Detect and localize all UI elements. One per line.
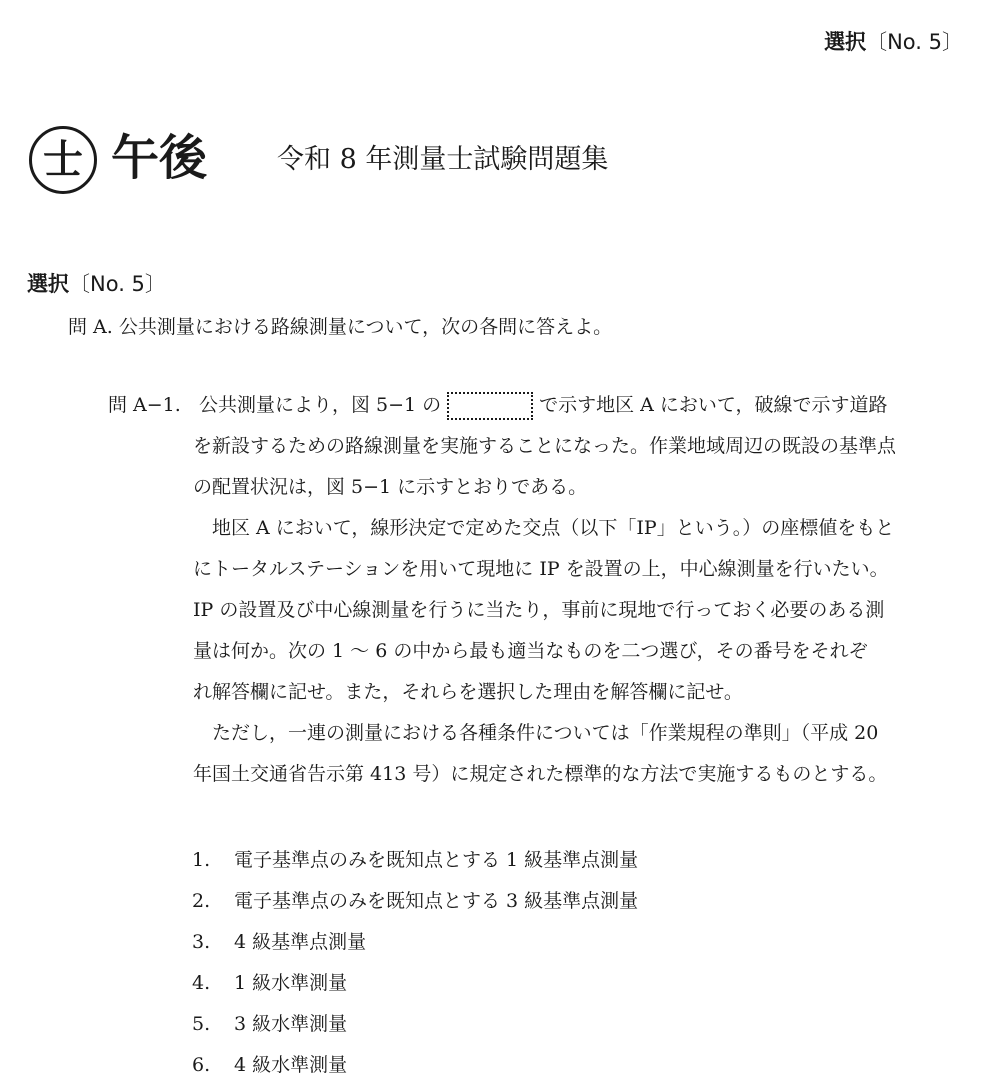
question-a1-line: を新設するための路線測量を実施することになった。作業地域周辺の既設の基準点	[193, 435, 897, 457]
choice-number: 4.	[192, 972, 211, 994]
section-selection-label	[27, 268, 166, 298]
question-a: 問 A. 公共測量における路線測量について，次の各問に答えよ。	[68, 316, 613, 338]
choice-text: 4 級水準測量	[234, 1054, 348, 1076]
question-a1-line: IP の設置及び中心線測量を行うに当たり，事前に現地で行っておく必要のある測	[193, 599, 885, 621]
question-a1-text: で示す地区 A において，破線で示す道路	[539, 394, 888, 416]
choice-item	[192, 886, 638, 927]
choice-item	[192, 845, 638, 886]
choice-text: 1 級水準測量	[234, 972, 348, 994]
selection-number: 〔No. 5〕	[866, 30, 963, 54]
choice-list	[192, 845, 638, 1091]
question-a1-label: 問 A−1.	[108, 394, 181, 416]
question-a1-line: 量は何か。次の 1 〜 6 の中から最も適当なものを二つ選び，その番号をそれぞ	[193, 640, 868, 662]
choice-number: 3.	[192, 931, 211, 953]
question-a1-line	[108, 390, 968, 431]
question-a1-line: ただし，一連の測量における各種条件については「作業規程の準則」（平成 20	[193, 722, 879, 744]
choice-number: 5.	[192, 1013, 211, 1035]
choice-text: 電子基準点のみを既知点とする 1 級基準点測量	[234, 849, 639, 871]
section-bold: 選択	[27, 272, 69, 296]
choice-item	[192, 927, 638, 968]
question-a1-text: 公共測量により，図 5−1 の	[198, 394, 442, 416]
circled-character: 士	[29, 126, 97, 194]
choice-item	[192, 1009, 638, 1050]
choice-text: 3 級水準測量	[234, 1013, 348, 1035]
question-a1-line: の配置状況は，図 5−1 に示すとおりである。	[193, 476, 588, 498]
question-a1	[108, 390, 968, 800]
question-a1-line: にトータルステーションを用いて現地に IP を設置の上，中心線測量を行いたい。	[193, 558, 889, 580]
section-number: 〔No. 5〕	[69, 272, 166, 296]
dotted-area-symbol	[447, 392, 533, 420]
book-title: 令和 8 年測量士試験問題集	[277, 144, 609, 175]
choice-text: 電子基準点のみを既知点とする 3 級基準点測量	[234, 890, 639, 912]
choice-item	[192, 1050, 638, 1091]
top-selection-label	[824, 26, 963, 56]
selection-bold: 選択	[824, 30, 867, 54]
question-a1-line: 地区 A において，線形決定で定めた交点（以下「IP」という。）の座標値をもと	[193, 517, 895, 539]
choice-number: 1.	[192, 849, 211, 871]
choice-item	[192, 968, 638, 1009]
question-a1-line: れ解答欄に記せ。また，それらを選択した理由を解答欄に記せ。	[193, 681, 743, 703]
choice-number: 6.	[192, 1054, 211, 1076]
question-a1-line: 年国土交通省告示第 413 号）に規定された標準的な方法で実施するものとする。	[193, 763, 888, 785]
choice-number: 2.	[192, 890, 211, 912]
choice-text: 4 級基準点測量	[234, 931, 367, 953]
session-title: 午後	[111, 130, 208, 186]
